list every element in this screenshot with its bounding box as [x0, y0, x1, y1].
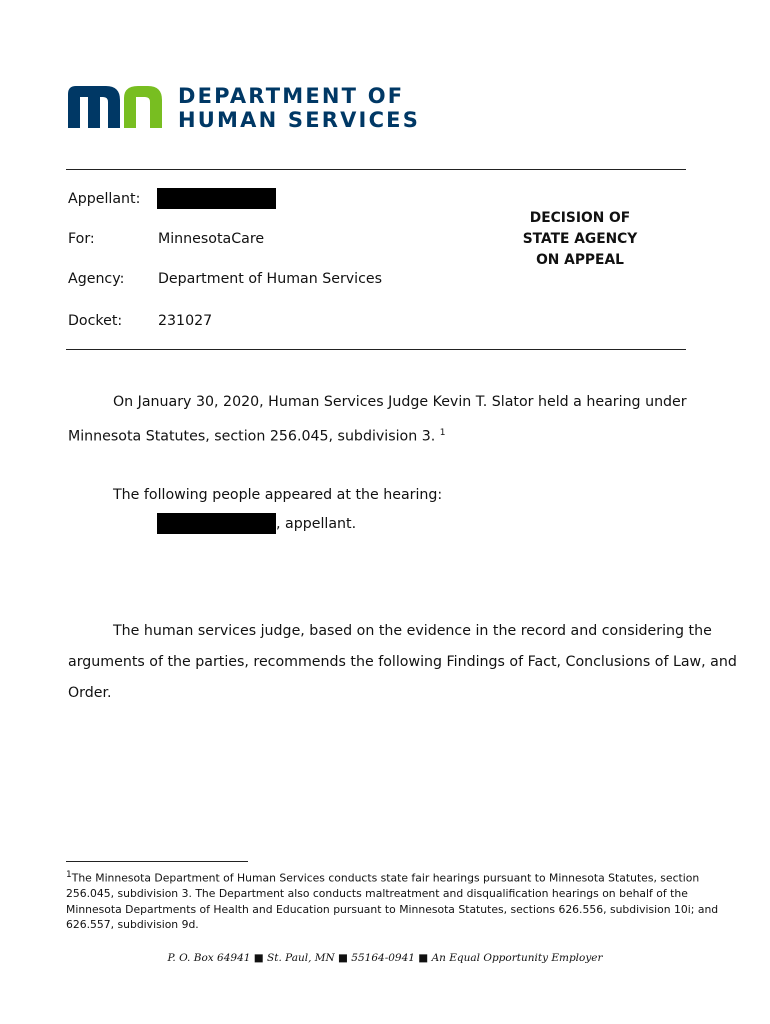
footnote-line — [66, 868, 706, 886]
decision-heading — [500, 208, 660, 271]
footnote — [66, 868, 719, 933]
appellant-name-redaction — [157, 513, 276, 534]
for-label: For: — [68, 231, 95, 247]
appellant-name-redaction — [157, 188, 276, 209]
recommendation-line2: arguments of the parties, recommends the following Findings of Fact, Conclusions of Law, and — [68, 654, 737, 670]
footnote-reference[interactable]: 1 — [439, 428, 446, 438]
recommendation-line3: Order. — [68, 685, 112, 701]
decision-line: STATE AGENCY — [522, 231, 638, 247]
org-name-line1: DEPARTMENT OF — [178, 84, 405, 108]
for-value: MinnesotaCare — [158, 231, 265, 247]
hearing-paragraph-line2 — [68, 424, 446, 446]
recommendation-line1: The human services judge, based on the evidence in the record and considering the — [113, 623, 712, 639]
mn-logo-icon — [66, 84, 164, 130]
docket-label: Docket: — [68, 313, 123, 329]
footnote-line: Minnesota Departments of Health and Education pursuant to Minnesota Statutes, sections 626.556, subdivision 10i; and — [66, 902, 719, 916]
appearances-heading: The following people appeared at the hearing: — [113, 487, 443, 503]
footnote-line: 256.045, subdivision 3. The Department also conducts maltreatment and disqualification hearings on behalf of the — [66, 887, 688, 901]
footnote-line: 626.557, subdivision 9d. — [66, 918, 199, 932]
footnote-divider — [66, 861, 248, 862]
statute-text: Minnesota Statutes, section 256.045, subdivision 3. — [68, 428, 436, 445]
page-footer: P. O. Box 64941 ■ St. Paul, MN ■ 55164-0941 ■ An Equal Opportunity Employer — [167, 952, 603, 964]
fields-divider — [66, 349, 686, 350]
appellant-label: Appellant: — [68, 191, 141, 207]
appellant-role: , appellant. — [276, 516, 357, 532]
header-divider — [66, 169, 686, 170]
docket-value: 231027 — [158, 313, 213, 329]
agency-label: Agency: — [68, 271, 125, 287]
decision-line: DECISION OF — [529, 210, 631, 226]
decision-line: ON APPEAL — [536, 252, 624, 268]
hearing-paragraph-line1: On January 30, 2020, Human Services Judge Kevin T. Slator held a hearing under — [113, 394, 687, 410]
footnote-number: 1 — [66, 870, 72, 880]
org-name-line2: HUMAN SERVICES — [178, 108, 421, 132]
footnote-text: The Minnesota Department of Human Services conducts state fair hearings pursuant to Minnesota Statutes, section — [71, 871, 700, 885]
agency-value: Department of Human Services — [158, 271, 383, 287]
